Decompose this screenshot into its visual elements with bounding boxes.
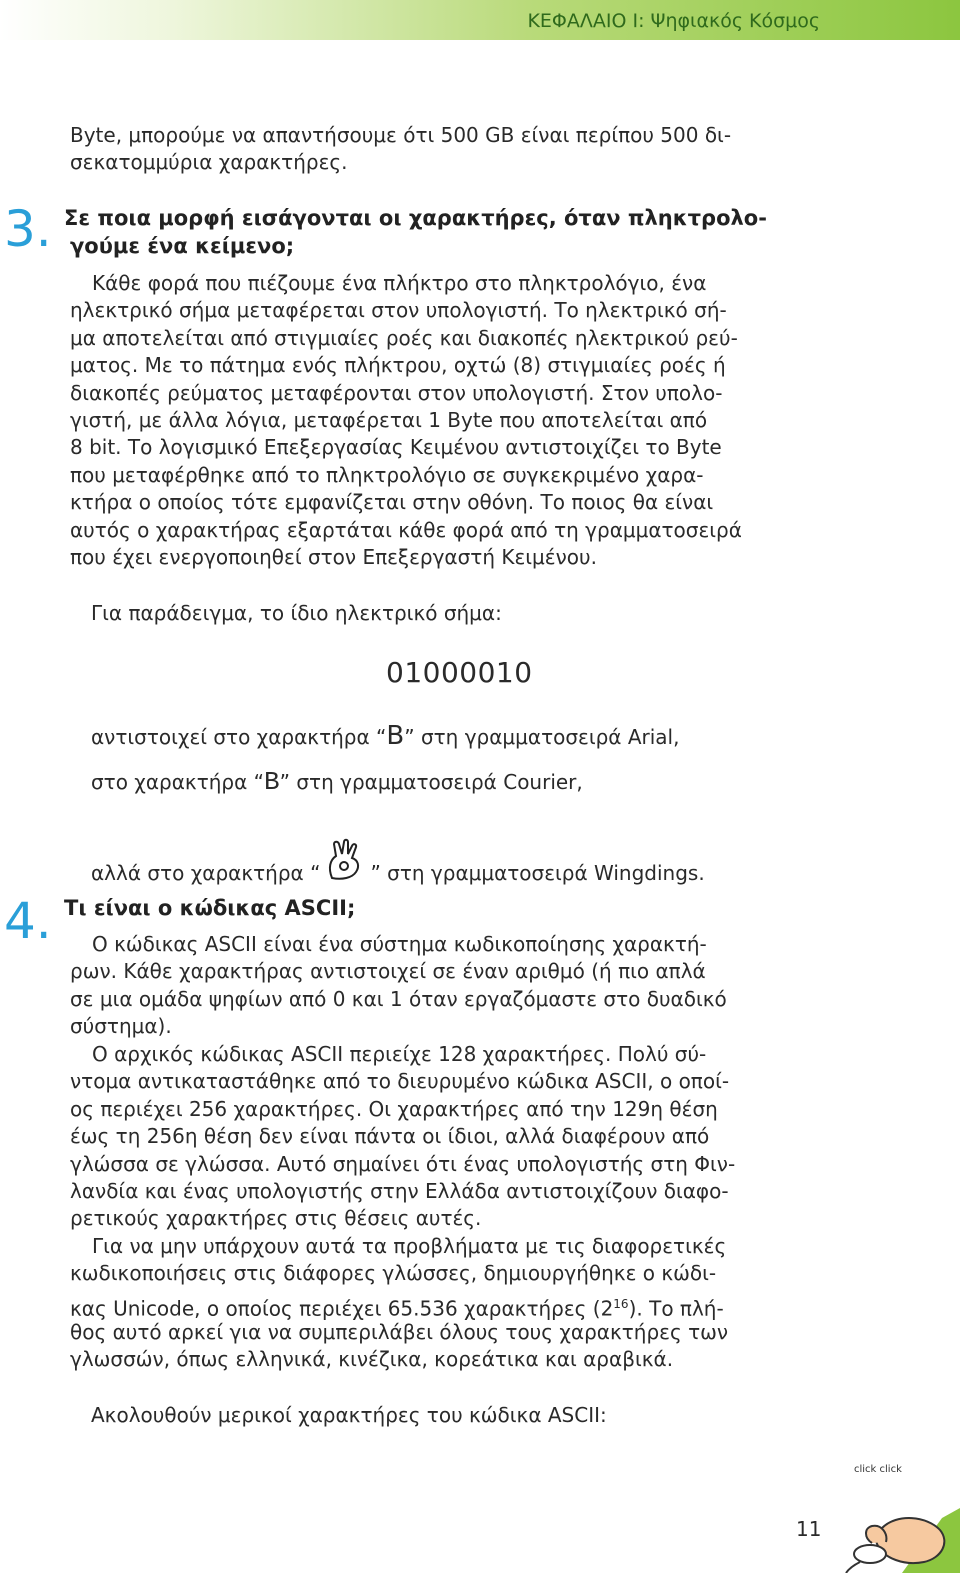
binary-signal: 01000010 (386, 656, 533, 689)
text-line: θος αυτό αρκεί για να συμπεριλάβει όλους τους χαρακτήρες των (70, 1320, 729, 1344)
text-line: ος περιέχει 256 χαρακτήρες. Οι χαρακτήρες από την 129η θέση (70, 1096, 718, 1121)
example-intro: Για παράδειγμα, το ίδιο ηλεκτρικό σήμα: (91, 601, 502, 625)
intro-line: Byte, μπορούμε να απαντήσουμε ότι 500 GB είναι περίπου 500 δι- (70, 123, 732, 147)
courier-example: στο χαρακτήρα “B” στη γραμματοσειρά Courier, (91, 767, 583, 797)
cartoon-text: click click (854, 1464, 902, 1475)
text-line: μα αποτελείται από στιγμιαίες ροές και διακοπές ηλεκτρικού ρεύ- (70, 325, 738, 350)
intro-line: σεκατομμύρια χαρακτήρες. (70, 150, 348, 174)
text-line: λανδία και ένας υπολογιστής στην Ελλάδα αντιστοιχίζουν διαφο- (70, 1179, 729, 1203)
text-line: αυτός ο χαρακτήρας εξαρτάται κάθε φορά από τη γραμματοσειρά (70, 517, 742, 542)
text-line: Ο αρχικός κώδικας ASCII περιείχε 128 χαρακτήρες. Πολύ σύ- (92, 1042, 707, 1066)
text-line: γλώσσα σε γλώσσα. Αυτό σημαίνει ότι ένας υπολογιστής στη Φιν- (70, 1151, 736, 1176)
hand-mouse-cartoon-icon (842, 1458, 960, 1573)
text-line: ματος. Με το πάτημα ενός πλήκτρου, οχτώ (8) στιγμιαίες ροές ή (70, 353, 726, 378)
text-line: 8 bit. Το λογισμικό Επεξεργασίας Κειμένου αντιστοιχίζει το Byte (70, 435, 722, 460)
question-number-4: 4. (4, 892, 52, 950)
unicode-line: κας Unicode, ο οποίος περιέχει 65.536 χαρακτήρες $(2^{16})$. Το πλή- (70, 1296, 724, 1321)
text-line: σε μια ομάδα ψηφίων από 0 και 1 όταν εργαζόμαστε στο δυαδικό (70, 986, 727, 1011)
text-line: ρων. Κάθε χαρακτήρας αντιστοιχεί σε έναν αριθμό (ή πιο απλά (70, 959, 706, 984)
ok-hand-icon (322, 838, 368, 891)
text-line: γιστή, με άλλα λόγια, μεταφέρεται 1 Byte που αποτελείται από (70, 408, 708, 432)
arial-example: αντιστοιχεί στο χαρακτήρα “B” στη γραμματοσειρά Arial, (91, 721, 680, 751)
text-line: Για να μην υπάρχουν αυτά τα προβλήματα με τις διαφορετικές (92, 1234, 727, 1258)
text-line: που έχει ενεργοποιηθεί στον Επεξεργαστή Κειμένου. (70, 545, 597, 569)
text-line: ντομα αντικαταστάθηκε από το διευρυμένο κώδικα ASCII, ο οποί- (70, 1069, 730, 1094)
chapter-title: ΚΕΦΑΛΑΙΟ Ι: Ψηφιακός Κόσμος (527, 10, 820, 32)
page-number: 11 (796, 1517, 822, 1541)
question-3-title: Σε ποια μορφή εισάγονται οι χαρακτήρες, όταν πληκτρολο- γούμε ένα κείμενο; (64, 206, 767, 258)
arial-char: B (386, 721, 405, 751)
question-4-title: Τι είναι ο κώδικας ASCII; (64, 896, 356, 920)
text-line: που μεταφέρθηκε από το πληκτρολόγιο σε συγκεκριμένο χαρα- (70, 462, 704, 487)
courier-char: B (264, 767, 280, 797)
text-line: κωδικοποιήσεις στις διάφορες γλώσσες, δημιουργήθηκε ο κώδι- (70, 1261, 717, 1286)
text-line: Ο κώδικας ASCII είναι ένα σύστημα κωδικοποίησης χαρακτή- (92, 932, 707, 956)
text-line: έως τη 256η θέση δεν είναι πάντα οι ίδιοι, αλλά διαφέρουν από (70, 1124, 710, 1149)
text-line: γλωσσών, όπως ελληνικά, κινέζικα, κορεάτικα και αραβικά. (70, 1347, 674, 1372)
ascii-closing: Ακολουθούν μερικοί χαρακτήρες του κώδικα ASCII: (91, 1403, 607, 1427)
text-line: ηλεκτρικό σήμα μεταφέρεται στον υπολογιστή. Το ηλεκτρικό σή- (70, 298, 727, 323)
text-line: σύστημα). (70, 1014, 172, 1039)
wingdings-example: αλλά στο χαρακτήρα “ ” στη γραμματοσειρά Wingdings. (91, 838, 705, 891)
text-line: κτήρα ο οποίος τότε εμφανίζεται στην οθόνη. Το ποιος θα είναι (70, 490, 714, 515)
question-number-3: 3. (4, 200, 52, 258)
text-line: ρετικούς χαρακτήρες στις θέσεις αυτές. (70, 1206, 482, 1231)
text-line: διακοπές ρεύματος μεταφέρονται στον υπολογιστή. Στον υπολο- (70, 380, 723, 405)
text-line: Κάθε φορά που πιέζουμε ένα πλήκτρο στο πληκτρολόγιο, ένα (92, 271, 707, 295)
